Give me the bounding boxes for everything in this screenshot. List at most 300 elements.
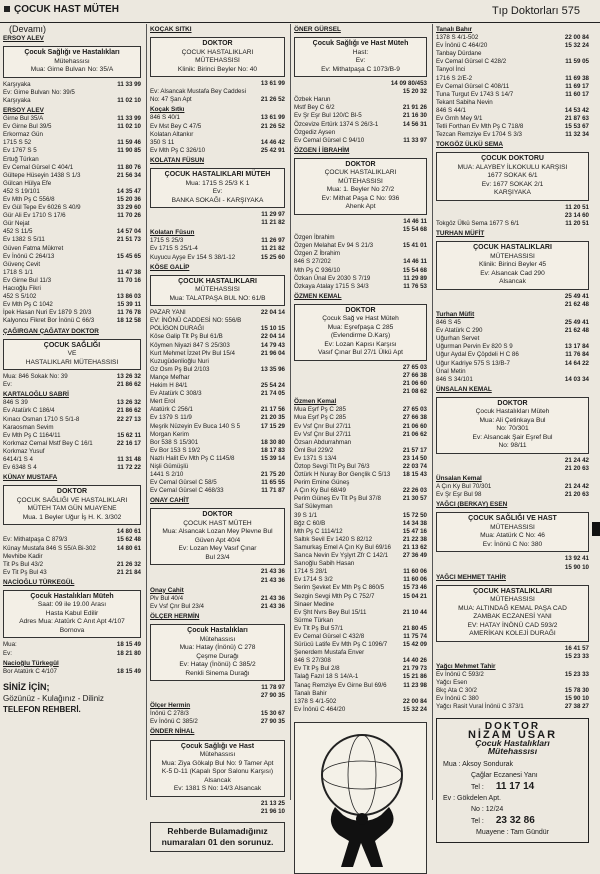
doctor-box-listing [150, 624, 285, 681]
listing-address: Saf Süleyman [294, 503, 333, 511]
listing-phone: 21 43 36 [260, 568, 285, 576]
listing-address: Gültepe Hüseyin 1438 S 1/3 [3, 171, 81, 179]
header-category: ÇOCUK HAST MÜTEH [14, 4, 119, 15]
box-line: MÜTEHASSISI [490, 252, 535, 260]
listing-address: 39 S 1/1 [294, 511, 318, 519]
doctor-box-listing [436, 585, 589, 642]
notice-line-2: numaraları 01 den sorunuz. [161, 836, 274, 847]
listing-row [294, 234, 427, 242]
listing-phone: 21 57 17 [402, 446, 427, 454]
listing-section [436, 574, 589, 661]
listing-row [436, 123, 589, 131]
listing-section [3, 474, 141, 544]
listing-phone: 21 43 36 [260, 576, 285, 584]
listing-address: Ev 1767 S 5 [3, 147, 37, 155]
listing-phone: 17 15 29 [260, 422, 285, 430]
listing-phone: 21 51 73 [116, 236, 141, 244]
listing-phone: 21 86 62 [116, 381, 141, 389]
listing-address: 6414/1 S 4 [3, 456, 33, 464]
listing-phone: 21 10 44 [402, 608, 427, 616]
listing-address: Uğurman Pervin Ev 820 S 9 [436, 343, 513, 351]
listing-row [3, 89, 141, 97]
listing-address: Gür Nejat [3, 220, 30, 228]
listing-section [436, 230, 589, 309]
listing-row [294, 682, 427, 690]
listing-row [436, 58, 589, 66]
listing-row [436, 212, 589, 220]
section-heading: KÜNAY MUSTAFA [3, 474, 58, 482]
listing-row [3, 236, 141, 244]
listing-address: Uğur Aydal Ev Çöpdeli H C 86 [436, 351, 519, 359]
listing-phone: 21 24 42 [564, 483, 589, 491]
box-line: Bornova [59, 626, 85, 634]
header-left [4, 4, 119, 15]
section-heading: Özmen Kemal [294, 398, 337, 406]
listing-row [436, 99, 589, 107]
listing-address: Köse Galip Tlt Pş Bul 61/B [150, 333, 223, 341]
listing-phone: 13 61 99 [260, 80, 285, 88]
listing-row [436, 42, 589, 50]
box-line: Mua: Alsancak Lozan Mey Plevne Bul [162, 528, 273, 536]
listing-row [150, 479, 285, 487]
listing-row [294, 641, 427, 649]
listing-address: Hekim H 84/1 [150, 382, 188, 390]
listing-phone: 14 40 26 [402, 657, 427, 665]
listing-phone: 11 90 85 [117, 147, 141, 155]
listing-address: Sarıoğlu Sabih Hasan [294, 560, 355, 568]
listing-row [3, 440, 141, 448]
listing-row [3, 123, 141, 131]
listing-address: Ev Bor 153 S 19/2 [150, 446, 201, 454]
listing-address: Öztop Sevgi Tlt Pş Bul 76/3 [294, 463, 370, 470]
listing-row [3, 569, 141, 577]
listing-address: Ev Şht Nvrs Bey Bul 15/11 [294, 608, 367, 616]
listing-row [150, 333, 285, 341]
listing-section [294, 26, 427, 96]
box-line: Mua: Girne Bulvarı No: 35/A [30, 66, 114, 74]
listing-phone: 21 30 57 [402, 495, 427, 503]
listing-phone: 11 20 51 [565, 203, 589, 211]
listing-address: Kınacı Osman 1710 S 5/1-8 [3, 415, 80, 423]
listing-address: Morgan Kerim [150, 430, 189, 438]
listing-row [294, 439, 427, 447]
listing-phone: 11 59 05 [565, 58, 589, 66]
listing-address: Özkaya Atalay 1715 S 34/3 [294, 282, 369, 290]
listing-address: Ev İnönü C 464/20 [436, 42, 488, 50]
listing-address: Hacıoğlu Fikri [3, 285, 41, 293]
listing-phone: 15 21 86 [402, 673, 427, 681]
doctor-box-listing [436, 512, 589, 552]
listing-address: Sürme Türkan [294, 616, 334, 624]
listing-address: Ev Mth Pş C 1164/11 [3, 431, 61, 439]
box-line: BANKA SOKAĞI - KARŞIYAKA [171, 196, 264, 204]
bottom-note [3, 682, 141, 715]
listing-address: 452 S 5/102 [3, 293, 37, 301]
box-line: K-5 D-11 (Kapalı Spor Salonu Karşısı) [161, 768, 274, 776]
listing-phone: 21 20 63 [564, 465, 589, 472]
listing-row [436, 687, 589, 695]
section-heading: KARTALOĞLU SABRİ [3, 391, 69, 399]
listing-phone: 15 20 36 [116, 196, 141, 203]
listing-row [294, 242, 427, 250]
listing-row [3, 188, 141, 196]
listing-row [436, 293, 589, 301]
listing-phone: 11 69 38 [565, 74, 589, 82]
listing-row [294, 431, 427, 439]
listing-phone: 14 46 11 [403, 217, 427, 225]
section-heading: ERSOY ALEV [3, 106, 44, 114]
listing-section [294, 293, 427, 396]
listing-row [294, 414, 427, 422]
listing-address: 452 S 19/101 [3, 187, 40, 195]
listing-address: Kolatan Altankır [150, 130, 194, 138]
listing-address: Ev: Mithatpaşa C 879/3 [3, 536, 68, 544]
listing-phone: 21 96 04 [260, 349, 285, 357]
listing-address: Kuyucu Ayşe Ev 154 S 38/1-12 [150, 253, 236, 261]
box-line: Ev: Lozan Kapısı Karşısı [324, 340, 397, 348]
box-line: Mua. 1 Beyler Uğur İş H. K. 3/302 [22, 513, 122, 521]
box-line: Ev: Lozan Mey Vasıf Çınar [178, 545, 257, 553]
listing-address: Ev İnönü C 464/20 [294, 705, 346, 713]
box-line: Ev: Alsancak Şair Eşref Bul [472, 433, 553, 441]
listing-row [150, 358, 285, 366]
listing-phone: 22 16 17 [116, 439, 141, 447]
listing-phone: 15 78 30 [564, 687, 589, 695]
listing-phone: 11 47 38 [117, 268, 141, 276]
listing-phone: 11 69 17 [565, 82, 589, 90]
doctor-box-listing [294, 37, 427, 77]
box-line: Renkli Sinema Durağı [185, 669, 250, 677]
box-line: ÇOCUK HASTALIKLARI [181, 48, 254, 56]
listing-phone: 18 15 49 [116, 641, 141, 649]
listing-row [3, 164, 141, 172]
listing-row [3, 131, 141, 139]
listing-phone: 27 90 35 [260, 718, 285, 726]
listing-address: Karşıyaka [3, 80, 31, 88]
listing-phone: 15 25 60 [260, 253, 285, 261]
box-line: MÜTEHASSISI [490, 523, 535, 531]
listing-address: POLİGON DURAĞI [150, 325, 204, 333]
listing-address: Ev Tlt Pş Bul 57/1 [294, 624, 344, 632]
listing-address: Ev Gül Tepe Ev 6026 S 40/9 [3, 204, 81, 212]
listing-row [294, 617, 427, 625]
listing-row [3, 139, 141, 147]
ad-mua-2: Çağlar Eczanesi Yanı [471, 771, 538, 779]
doctor-box-listing [3, 339, 141, 371]
listing-section [3, 660, 141, 676]
listing-row [3, 309, 141, 317]
listing-row [294, 520, 427, 528]
box-line: Ev: Hatay (İnönü) C 385/2 [179, 661, 256, 668]
listing-phone: 14 80 61 [116, 528, 141, 536]
listing-row [294, 80, 427, 88]
listing-address: No: 47 Şan Apt [150, 96, 192, 104]
listing-row [436, 555, 589, 563]
listing-address: Ev Mth Pş C 326/10 [150, 146, 206, 154]
listing-row [294, 250, 427, 258]
listing-section [150, 702, 285, 726]
column-4 [432, 24, 592, 836]
listing-phone: 14 46 42 [260, 138, 285, 146]
listing-row [3, 317, 141, 325]
listing-phone: 14 79 43 [260, 341, 285, 349]
listing-address: Ev Girne Bul 39/5 [3, 123, 52, 131]
listing-row [294, 258, 427, 266]
box-line: MÜTEHASSISI [338, 177, 383, 185]
listing-phone: 15 41 01 [402, 242, 427, 250]
listing-row [150, 487, 285, 495]
listing-row [150, 455, 285, 463]
listing-phone: 21 91 26 [402, 104, 427, 112]
listing-phone: 11 21 82 [261, 245, 285, 253]
listing-row [294, 665, 427, 673]
listing-row [3, 156, 141, 164]
listing-address: 846 S 27/308 [294, 657, 331, 665]
listing-phone: 18 15 49 [116, 667, 141, 675]
listing-row [436, 343, 589, 351]
listing-phone: 15 72 50 [402, 511, 427, 519]
page-edge-tab [592, 522, 600, 536]
listing-phone: 11 75 74 [403, 632, 427, 640]
box-line: (Evlendirme D.Karş) [330, 332, 391, 340]
listing-row [3, 416, 141, 424]
listing-address: Kuzugüdenlioğlu Nuri [150, 357, 209, 365]
listing-address: Özcevize Ertürk 1374 S 26/3-1 [294, 120, 379, 128]
box-line: Ev: Mithatpaşa C 1073/B-9 [321, 65, 400, 73]
listing-phone: 13 35 96 [260, 365, 285, 373]
listing-row [3, 269, 141, 277]
box-line: Mua: 1715 S 25/3 K 1 [185, 179, 250, 187]
box-line: Mua: 1. Beyler No 27/2 [326, 186, 395, 194]
listing-row [3, 220, 141, 228]
box-line: Ahenk Apt [345, 203, 376, 211]
listing-row [294, 447, 427, 455]
listing-row [294, 568, 427, 576]
listing-row [436, 91, 589, 99]
listing-phone: 21 79 73 [402, 665, 427, 673]
listing-row [150, 684, 285, 692]
box-line: VE [67, 350, 77, 358]
listing-address: 1715 S 52 [3, 139, 32, 147]
listing-phone: 15 30 67 [260, 710, 285, 718]
listing-address: Tit Ps Bul 43/2 [3, 560, 44, 568]
listing-section [150, 106, 285, 155]
doctor-box-listing [150, 275, 285, 307]
listing-row [150, 88, 285, 96]
listing-row [436, 645, 589, 653]
box-line: ÇOCUK HAST MÜTEH [183, 519, 252, 527]
listing-address: Ev 1371 S 13/4 [294, 454, 337, 462]
listing-row [3, 373, 141, 381]
listing-row [294, 372, 427, 380]
listing-row [436, 115, 589, 123]
doctor-box-listing [150, 508, 285, 565]
box-line: Ev: [355, 57, 366, 65]
doctor-box-listing [294, 158, 427, 215]
listing-row [150, 406, 285, 414]
section-heading: ERSOY ALEV [3, 35, 44, 43]
doctor-box-listing [150, 168, 285, 208]
listing-phone: 25 49 41 [564, 292, 589, 300]
listing-address: Atatürk C 256/1 [150, 406, 193, 414]
listing-row [3, 172, 141, 180]
listing-address: Ev Atatürk C 186/4 [3, 407, 55, 415]
directory-footer-notice [150, 822, 285, 852]
box-line: Hast: [352, 48, 369, 56]
listing-address: İpek Hasan Nuri Ev 1879 S 20/3 [3, 309, 92, 317]
listing-phone: 21 96 10 [260, 807, 285, 815]
listing-row [294, 503, 427, 511]
ad-tel-2-row [443, 815, 582, 827]
listing-phone: 11 33 99 [117, 80, 141, 88]
listing-row [3, 277, 141, 285]
listing-row [150, 463, 285, 471]
listing-address: Tanaç Remziye Ev Girne Bul 69/6 [294, 681, 387, 689]
listing-address: Kalyoncu Fikret Bor İnönü C 66/3 [3, 317, 95, 325]
column-1-sections [3, 35, 141, 676]
listing-phone: 11 71 87 [261, 487, 285, 495]
listing-phone: 21 06 60 [402, 422, 427, 430]
listing-address: 846 S 44/1 [436, 106, 466, 114]
listing-row [3, 432, 141, 440]
listing-phone: 18 15 43 [402, 471, 427, 479]
box-line: Ev: Alsancak Cad 290 [480, 269, 545, 277]
box-line: ZAMBAK ECZANESİ YANI [473, 613, 552, 621]
listing-phone: 11 60 06 [403, 576, 427, 584]
listing-address: Ev Vsf Çnr Bul 27/11 [294, 422, 351, 430]
listing-row [294, 112, 427, 120]
listing-row [436, 491, 589, 499]
listing-row [150, 439, 285, 447]
listing-phone: 21 21 84 [116, 568, 141, 576]
listing-row [3, 115, 141, 123]
listing-address: Saltık Sevil Ev 1420 S 82/12 [294, 535, 373, 543]
listing-row [436, 319, 589, 327]
ad-title: DOKTOR [484, 720, 541, 732]
listing-section [436, 663, 589, 712]
listing-row [436, 204, 589, 212]
listing-section [436, 141, 589, 220]
section-heading: NACİOĞLU TÜRKEGÜL [3, 578, 75, 586]
box-line: ÇOCUK SAĞLIĞI VE HAST [468, 515, 557, 523]
box-line: Alsancak [499, 278, 526, 286]
listing-address: Mth Pş C 1114/12 [294, 527, 343, 535]
page-header [0, 0, 600, 23]
section-heading: Koçak Sıtkı [150, 106, 185, 114]
listing-row [294, 104, 427, 112]
listing-phone: 14 64 22 [564, 359, 589, 367]
doctor-box-listing [3, 46, 141, 78]
notice-line-1: Rehberde Bulamadığınız [167, 825, 268, 836]
listing-address: Tanbay Dürdane [436, 50, 482, 58]
listing-row [150, 147, 285, 155]
listing-phone: 27 38 27 [564, 703, 589, 711]
listing-address: Girne Bul 35/A [3, 115, 44, 123]
listing-row [150, 219, 285, 227]
listing-row [294, 698, 427, 706]
listing-phone: 15 90 10 [564, 695, 589, 703]
listing-address: Tuna Turgut Ev 1743 S 14/7 [436, 90, 514, 98]
ad-ev-2: No : 12/24 [471, 805, 504, 813]
listing-row [294, 463, 427, 471]
listing-section [150, 497, 285, 584]
listing-address: Ev Şr Eşr Bul 98 [436, 491, 482, 499]
box-line: ÇOCUK HASTALIKLARI [324, 169, 397, 177]
listing-phone: 22 00 84 [402, 697, 427, 705]
listing-phone: 33 29 60 [116, 204, 141, 212]
header-page-title: Tıp Doktorları 575 [491, 5, 580, 17]
listing-address: Özbek Harun [294, 96, 331, 104]
listing-row [436, 483, 589, 491]
listing-phone: 22 04 14 [260, 333, 285, 341]
note-line-2: TELEFON REHBERİ. [3, 704, 81, 714]
listing-address: Mstf Bey C 6/2 [294, 104, 335, 112]
listing-row [3, 553, 141, 561]
listing-address: 1718 S 1/1 [3, 268, 33, 276]
listing-address: Korkmaz Cemal Mstf Bey C 16/1 [3, 439, 93, 447]
note-title: SİNİZ İÇİN; [3, 681, 50, 692]
listing-row [436, 465, 589, 473]
listing-row [294, 495, 427, 503]
listing-address: Ev İnönü C 380 [436, 695, 479, 703]
listing-phone: 11 32 34 [565, 131, 589, 139]
listing-address: Ev Mst Bey C 47/5 [150, 122, 202, 130]
listing-phone: 18 30 80 [260, 438, 285, 446]
listing-address: Plv Bul 40/4 [150, 594, 184, 602]
listing-row [150, 390, 285, 398]
listing-phone: 25 49 41 [564, 319, 589, 327]
listing-phone: 27 36 49 [402, 552, 427, 560]
listing-address: Ev Cemal Gürsel C 432/8 [294, 632, 365, 640]
listing-row [294, 584, 427, 592]
listing-row [150, 603, 285, 611]
listing-phone: 11 76 78 [117, 309, 141, 317]
listing-row [294, 544, 427, 552]
listing-row [150, 237, 285, 245]
box-line: MÜTEHASSISI [490, 596, 535, 604]
listing-row [294, 706, 427, 714]
listing-address: Şenerdem Mustafa Enver [294, 649, 365, 657]
listing-address: 1716 S 2/E-2 [436, 74, 473, 82]
listing-phone: 13 26 32 [116, 399, 141, 407]
listing-address: Özgen Z İbrahim [294, 250, 341, 258]
listing-row [294, 487, 427, 495]
listing-address: Mua Eşrf Pş C 285 [294, 414, 346, 422]
listing-phone: 18 17 83 [260, 446, 285, 454]
box-line: Çocuk Hastalıkları Müteh [475, 408, 550, 416]
section-heading: KOLATAN FÜSUN [150, 156, 205, 164]
listing-address: Yağcı Rasit Vural İnönü C 373/1 [436, 703, 524, 711]
listing-phone: 14 35 47 [116, 187, 141, 195]
listing-address: 1441 S 2/10 [150, 471, 184, 479]
listing-row [294, 406, 427, 414]
listing-row [294, 423, 427, 431]
listing-row [294, 528, 427, 536]
listing-row [3, 228, 141, 236]
listing-address: Tezcan Remziye Ev 1704 S 3/3 [436, 131, 522, 139]
box-line: AMERİKAN KOLEJİ DURAĞI [469, 630, 556, 638]
continued-label: (Devamı) [9, 24, 47, 34]
listing-address: Ev İnönü C 264/13 [3, 252, 55, 260]
listing-section [150, 613, 285, 700]
listing-row [150, 710, 285, 718]
listing-address: Uğurhan Servet [436, 335, 480, 343]
listing-phone: 15 54 68 [402, 266, 427, 274]
listing-address: Öztürk H Nuray Bor Gençlik C 5/13 [294, 471, 391, 479]
listing-phone: 11 20 51 [565, 220, 589, 228]
listing-row [150, 80, 285, 88]
listing-phone: 25 42 91 [260, 146, 285, 154]
